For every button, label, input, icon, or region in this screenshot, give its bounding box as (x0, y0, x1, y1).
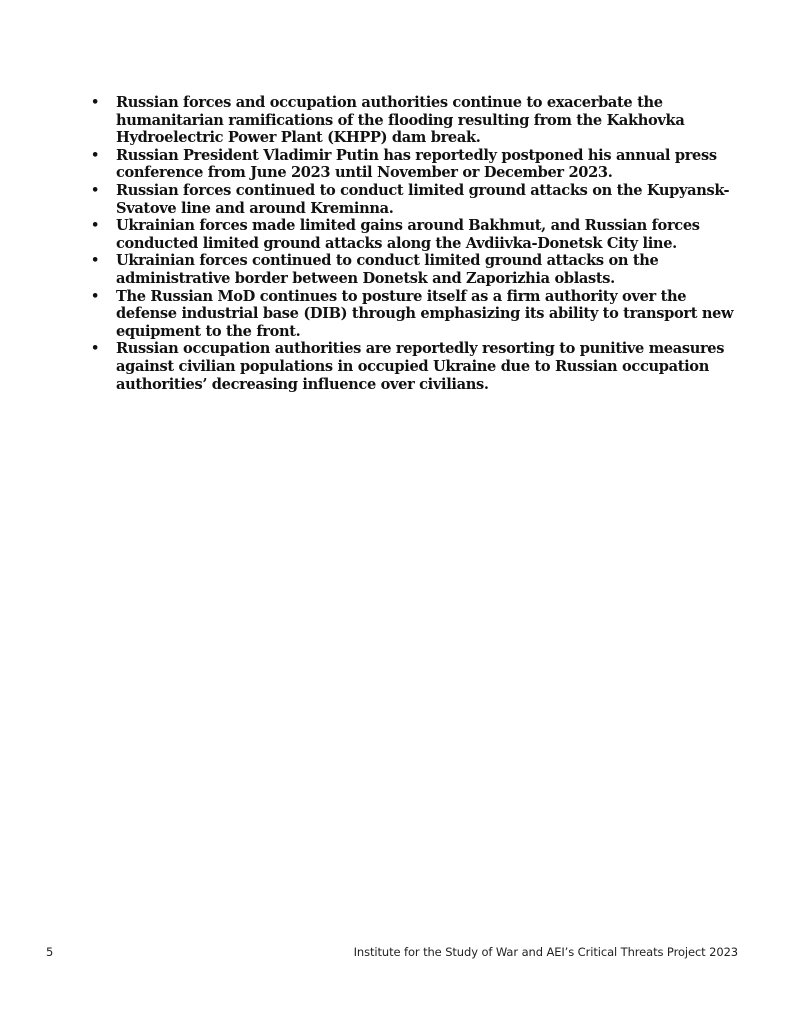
bullet-icon: • (91, 147, 99, 163)
list-item-text: The Russian MoD continues to posture itself as a firm authority over the defense industrial base (DIB) through emphasizing its ability to transport new equipment to the front. (116, 287, 734, 340)
page-footer (0, 945, 791, 963)
bullet-icon: • (91, 182, 99, 198)
list-item (90, 94, 750, 147)
list-item-text: Russian forces and occupation authorities continue to exacerbate the humanitarian ramifications of the flooding resulting from the Kakhovka Hydroelectric Power Plant (KHPP) dam break. (116, 94, 685, 147)
list-item (90, 217, 750, 252)
list-item-text: Russian occupation authorities are reportedly resorting to punitive measures against civilian populations in occupied Ukraine due to Russian occupation authorities’ decreasing influence over civilians. (116, 340, 725, 393)
bullet-icon: • (91, 95, 99, 110)
bullet-icon: • (91, 218, 99, 234)
list-item (90, 147, 750, 182)
list-item-text: Ukrainian forces made limited gains around Bakhmut, and Russian forces conducted limited ground attacks along the Avdiivka-Donetsk City line. (116, 217, 700, 252)
list-item (90, 252, 750, 287)
bullet-icon: • (91, 253, 99, 269)
page-number: 5 (46, 945, 54, 959)
list-item-text: Russian forces continued to conduct limited ground attacks on the Kupyansk-Svatove line and around Kreminna. (116, 181, 730, 217)
bullet-icon: • (91, 288, 99, 304)
list-item (90, 288, 750, 341)
footer-attribution: Institute for the Study of War and AEI’s Critical Threats Project 2023 (353, 945, 738, 959)
list-item-text: Ukrainian forces continued to conduct limited ground attacks on the administrative border between Donetsk and Zaporizhia oblasts. (116, 252, 659, 287)
list-item (90, 340, 750, 393)
key-takeaways-list (90, 94, 750, 393)
list-item-text: Russian President Vladimir Putin has reportedly postponed his annual press conference from June 2023 until November or December 2023. (116, 146, 717, 182)
list-item (90, 182, 750, 217)
bullet-icon: • (91, 341, 99, 357)
